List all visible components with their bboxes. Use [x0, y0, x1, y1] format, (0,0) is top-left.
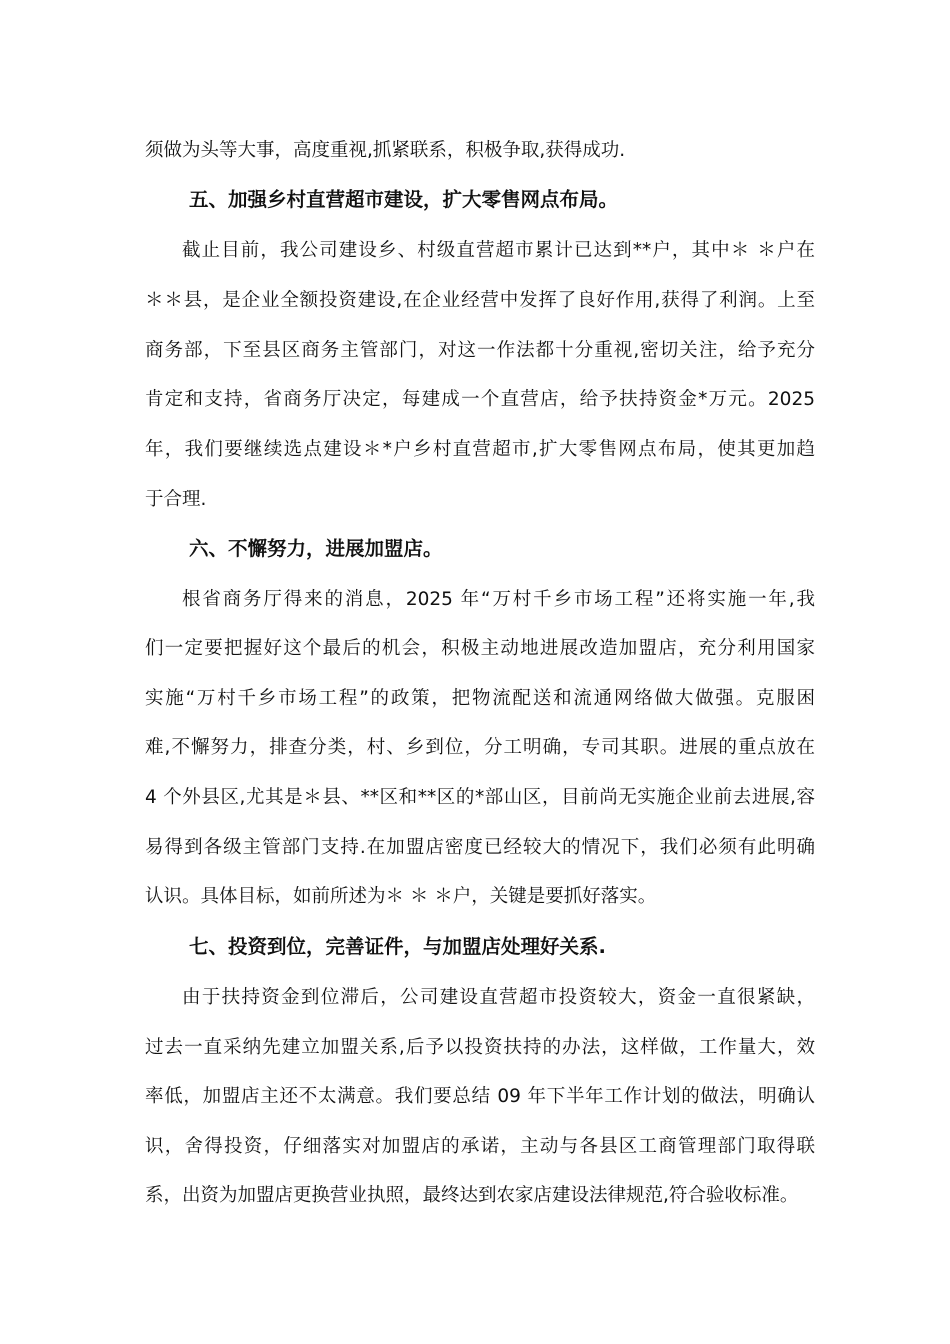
paragraph-line: 由于扶持资金到位滞后，公司建设直营超市投资较大，资金一直很紧缺， — [182, 987, 815, 1008]
paragraph-line: 率低，加盟店主还不太满意。我们要总结 09 年下半年工作计划的做法，明确认 — [145, 1086, 815, 1107]
paragraph-line: 根省商务厅得来的消息，2025 年“万村千乡市场工程”还将实施一年,我 — [182, 589, 815, 610]
section-heading-7: 七、投资到位，完善证件，与加盟店处理好关系. — [189, 935, 606, 958]
section-heading-6: 六、不懈努力，进展加盟店。 — [189, 537, 443, 560]
paragraph-line: 们一定要把握好这个最后的机会，积极主动地进展改造加盟店，充分利用国家 — [145, 638, 815, 659]
paragraph-line: 年，我们要继续选点建设＊*户乡村直营超市,扩大零售网点布局，使其更加趋 — [145, 439, 815, 460]
paragraph-line: 于合理. — [145, 489, 207, 510]
paragraph-line: 实施“万村千乡市场工程”的政策，把物流配送和流通网络做大做强。克服困 — [145, 688, 815, 709]
paragraph-line: 识，舍得投资，仔细落实对加盟店的承诺，主动与各县区工商管理部门取得联 — [145, 1136, 815, 1157]
paragraph-line: 须做为头等大事，高度重视,抓紧联系，积极争取,获得成功. — [145, 140, 626, 161]
paragraph-line: ＊＊县，是企业全额投资建设,在企业经营中发挥了良好作用,获得了利润。上至 — [145, 290, 815, 311]
paragraph-line: 难,不懈努力，排查分类，村、乡到位，分工明确，专司其职。进展的重点放在 — [145, 737, 815, 758]
paragraph-line: 系，出资为加盟店更换营业执照，最终达到农家店建设法律规范,符合验收标准。 — [145, 1185, 799, 1206]
paragraph-line: 易得到各级主管部门支持.在加盟店密度已经较大的情况下，我们必须有此明确 — [145, 837, 815, 858]
paragraph-line: 商务部，下至县区商务主管部门，对这一作法都十分重视,密切关注，给予充分 — [145, 340, 815, 361]
paragraph-line: 截止目前，我公司建设乡、村级直营超市累计已达到**户，其中＊ ＊户在 — [182, 240, 815, 261]
paragraph-line: 肯定和支持，省商务厅决定，每建成一个直营店，给予扶持资金*万元。2025 — [145, 389, 815, 410]
paragraph-line: 认识。具体目标，如前所述为＊ ＊ ＊户，关键是要抓好落实。 — [145, 886, 657, 907]
paragraph-line: 过去一直采纳先建立加盟关系,后予以投资扶持的办法，这样做，工作量大，效 — [145, 1037, 815, 1058]
section-heading-5: 五、加强乡村直营超市建设，扩大零售网点布局。 — [189, 188, 619, 211]
paragraph-line: 4 个外县区,尤其是＊县、**区和**区的*部山区，目前尚无实施企业前去进展,容 — [145, 787, 815, 808]
